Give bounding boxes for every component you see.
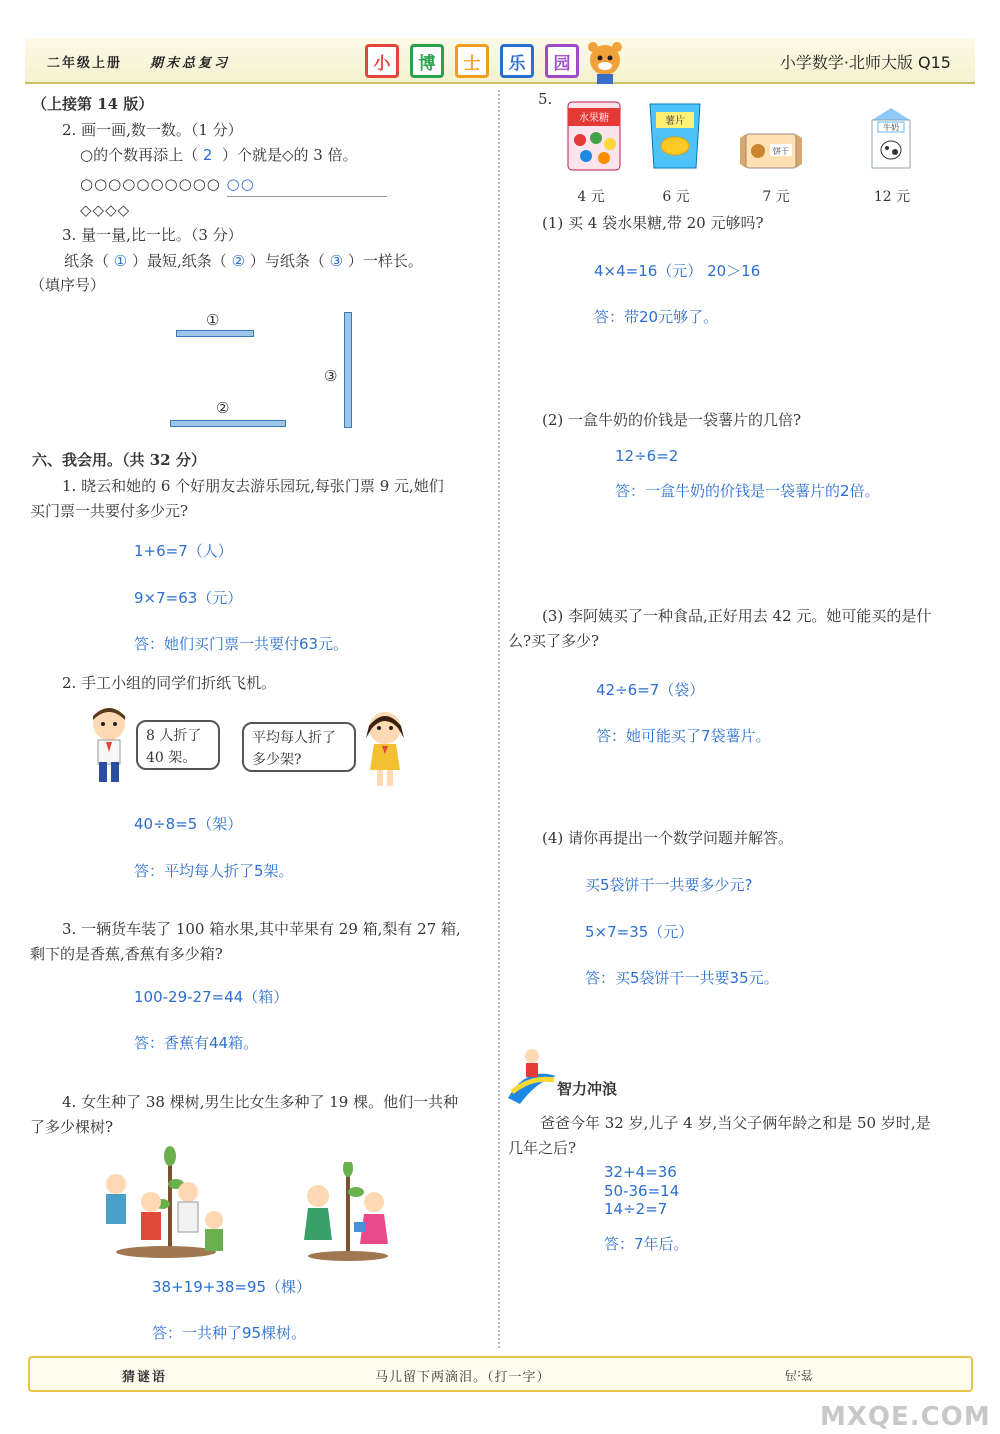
strip-label-1: ①: [206, 311, 220, 329]
q2-title: 2. 画一画,数一数。（1 分）: [62, 121, 243, 139]
boy-illustration-icon: [84, 704, 134, 786]
girl-illustration-icon: [360, 708, 410, 790]
p3-answer-2: 答：香蕉有44箱。: [134, 1034, 259, 1052]
q5-2-answer-2: 答：一盒牛奶的价钱是一袋薯片的2倍。: [615, 482, 880, 500]
q2-circles: ○○○○○○○○○○ ○○: [80, 172, 387, 197]
p2-answer-2: 答：平均每人折了5架。: [134, 862, 294, 880]
bonus-question-2: 几年之后?: [508, 1139, 577, 1157]
q5-1-question: (1) 买 4 袋水果糖,带 20 元够吗?: [542, 214, 764, 232]
p4-answer-2: 答：一共种了95棵树。: [152, 1324, 307, 1342]
price-milk: 12 元: [873, 189, 911, 205]
q5-2-question: (2) 一盒牛奶的价钱是一袋薯片的几倍?: [542, 411, 802, 429]
strip-label-3: ③: [324, 367, 338, 385]
price-biscuit: 7 元: [762, 189, 790, 205]
fruit-candy-bag-icon: [566, 100, 622, 172]
q2-answer: 2: [202, 146, 213, 164]
q2-line: ○的个数再添上（ 2 ）个就是◇的 3 倍。: [80, 146, 358, 164]
q5-1-answer-1: 4×4=16（元） 20＞16: [594, 262, 761, 280]
p1-text-1: 1. 晓云和她的 6 个好朋友去游乐园玩,每张门票 9 元,她们: [62, 477, 444, 495]
grade-label: 二年级上册: [47, 56, 123, 71]
q5-3-question-2: 么?买了多少?: [508, 632, 600, 650]
girls-watering-tree-icon: [298, 1162, 398, 1264]
q2-diamonds: ◇◇◇◇: [80, 201, 131, 219]
page-header: [25, 38, 975, 84]
p4-answer-1: 38+19+38=95（棵）: [152, 1278, 312, 1296]
p1-answer-3: 答：她们买门票一共要付63元。: [134, 635, 349, 653]
q5-4-answer-3: 答：买5袋饼干一共要35元。: [585, 969, 779, 987]
q2-drawn-circles: ○○: [227, 172, 387, 197]
p1-text-2: 买门票一共要付多少元?: [30, 502, 189, 520]
p4-text-1: 4. 女生种了 38 棵树,男生比女生多种了 19 棵。他们一共种: [62, 1093, 459, 1111]
subject-edition: 小学数学·北师大版 Q15: [779, 53, 951, 72]
p1-answer-1: 1+6=7（人）: [134, 542, 233, 560]
speech-bubble-1: 8 人折了 40 架。: [136, 720, 220, 770]
riddle-footer: [28, 1356, 973, 1392]
title-tile-5: 园: [545, 44, 579, 78]
title-tile-3: 士: [455, 44, 489, 78]
section-6-title: 六、我会用。（共 32 分）: [32, 451, 206, 469]
q5-1-answer-2: 答：带20元够了。: [594, 308, 719, 326]
bonus-answer-1: 32+4=36: [604, 1163, 677, 1181]
svg-text:水果糖: 水果糖: [579, 113, 609, 124]
q3-line: 纸条（ ① ）最短,纸条（ ② ）与纸条（ ③ ）一样长。: [64, 252, 423, 270]
boys-planting-tree-icon: [96, 1144, 231, 1260]
watermark: MXQE.COM: [820, 1402, 991, 1432]
bonus-answer-2: 50-36=14: [604, 1182, 680, 1200]
tiger-mascot-icon: [580, 40, 630, 84]
q3-fill-note: （填序号）: [30, 276, 106, 294]
bonus-title: 智力冲浪: [557, 1080, 618, 1098]
paper-strip-2: [170, 420, 286, 427]
p4-text-2: 了多少棵树?: [30, 1118, 114, 1136]
strip-label-2: ②: [216, 399, 230, 417]
p3-text-2: 剩下的是香蕉,香蕉有多少箱?: [30, 945, 223, 963]
bonus-answer-3: 14÷2=7: [604, 1200, 668, 1218]
price-candy: 4 元: [577, 189, 605, 205]
biscuit-pack-icon: [738, 132, 804, 170]
surfer-icon: [506, 1046, 558, 1106]
paper-strip-3: [344, 312, 352, 428]
svg-text:薯片: 薯片: [665, 116, 685, 127]
bonus-answer-4: 答：7年后。: [604, 1235, 689, 1253]
title-tile-4: 乐: [500, 44, 534, 78]
continue-note: （上接第 14 版）: [32, 95, 154, 113]
bonus-question-1: 爸爸今年 32 岁,儿子 4 岁,当父子俩年龄之和是 50 岁时,是: [540, 1114, 931, 1132]
price-chips: 6 元: [662, 189, 690, 205]
q5-3-question-1: (3) 李阿姨买了一种食品,正好用去 42 元。她可能买的是什: [542, 607, 932, 625]
title-tile-2: 博: [410, 44, 444, 78]
q5-number: 5.: [538, 90, 553, 108]
q5-3-answer-1: 42÷6=7（袋）: [596, 681, 705, 699]
speech-bubble-2: 平均每人折了 多少架?: [242, 722, 356, 772]
svg-text:牛奶: 牛奶: [883, 123, 899, 132]
potato-chips-bag-icon: [646, 100, 704, 172]
p2-text: 2. 手工小组的同学们折纸飞机。: [62, 674, 277, 692]
milk-carton-icon: [866, 106, 916, 170]
riddle-answer: 答:冯: [785, 1368, 814, 1382]
title-tile-1: 小: [365, 44, 399, 78]
p2-answer-1: 40÷8=5（架）: [134, 815, 243, 833]
q5-4-answer-2: 5×7=35（元）: [585, 923, 694, 941]
p3-text-1: 3. 一辆货车装了 100 箱水果,其中苹果有 29 箱,梨有 27 箱,: [62, 920, 461, 938]
riddle-text: 马儿留下两滴泪。（打一字）: [375, 1370, 551, 1385]
q5-2-answer-1: 12÷6=2: [615, 447, 679, 465]
p3-answer-1: 100-29-27=44（箱）: [134, 988, 289, 1006]
p1-answer-2: 9×7=63（元）: [134, 589, 243, 607]
q5-3-answer-2: 答：她可能买了7袋薯片。: [596, 727, 771, 745]
svg-text:饼干: 饼干: [773, 147, 789, 156]
q5-4-answer-1: 买5袋饼干一共要多少元?: [585, 876, 753, 894]
q3-title: 3. 量一量,比一比。（3 分）: [62, 226, 243, 244]
riddle-label: 猜谜语: [122, 1370, 168, 1385]
column-divider: [498, 90, 500, 1348]
q5-4-question: (4) 请你再提出一个数学问题并解答。: [542, 829, 794, 847]
review-label: 期末总复习: [150, 56, 231, 71]
